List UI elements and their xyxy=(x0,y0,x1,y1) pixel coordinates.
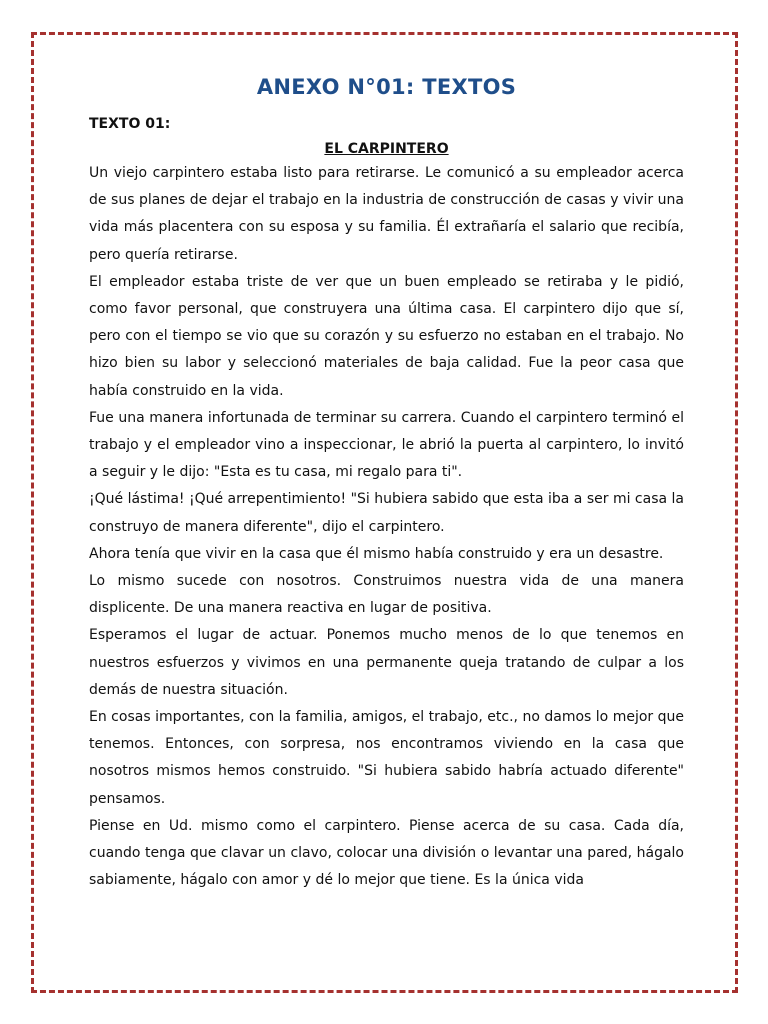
paragraph: Un viejo carpintero estaba listo para retirarse. Le comunicó a su empleador acerca de sus planes de dejar el trabajo en la industria de construcción de casas y vivir una vida más placentera con su esposa y su familia. Él extrañaría el salario que recibía, pero quería retirarse. xyxy=(89,165,684,263)
paragraph: Fue una manera infortunada de terminar su carrera. Cuando el carpintero terminó el trabajo y el empleador vino a inspeccionar, le abrió la puerta al carpintero, lo invitó a seguir y le dijo: "Esta es tu casa, mi regalo para ti". xyxy=(89,409,684,481)
section-label: TEXTO 01: xyxy=(89,116,171,132)
paragraph: En cosas importantes, con la familia, amigos, el trabajo, etc., no damos lo mejor que tenemos. Entonces, con sorpresa, nos encontramos viviendo en la casa que nosotros mismos hemos construido. "Si hubiera sabido habría actuado diferente" pensamos. xyxy=(89,709,684,807)
paragraph: Piense en Ud. mismo como el carpintero. Piense acerca de su casa. Cada día, cuando tenga que clavar un clavo, colocar una división o levantar una pared, hágalo sabiamente, hágalo con amor y dé lo mejor que tiene. Es la única vida xyxy=(89,817,684,889)
paragraph: Lo mismo sucede con nosotros. Construimos nuestra vida de una manera displicente. De una manera reactiva en lugar de positiva. xyxy=(89,573,684,617)
document-body xyxy=(89,72,684,894)
paragraph: El empleador estaba triste de ver que un buen empleado se retiraba y le pidió, como favor personal, que construyera una última casa. El carpintero dijo que sí, pero con el tiempo se vio que su corazón y su esfuerzo no estaban en el trabajo. No hizo bien su labor y seleccionó materiales de baja calidad. Fue la peor casa que había construido en la vida. xyxy=(89,273,684,399)
paragraph: Ahora tenía que vivir en la casa que él mismo había construido y era un desastre. xyxy=(89,545,664,562)
paragraph: Esperamos el lugar de actuar. Ponemos mucho menos de lo que tenemos en nuestros esfuerzos y vivimos en una permanente queja tratando de culpar a los demás de nuestra situación. xyxy=(89,627,684,698)
paragraph: ¡Qué lástima! ¡Qué arrepentimiento! "Si hubiera sabido que esta iba a ser mi casa la construyo de manera diferente", dijo el carpintero. xyxy=(89,491,684,535)
story-title: EL CARPINTERO xyxy=(324,141,449,157)
document-title: ANEXO N°01: TEXTOS xyxy=(256,75,517,99)
